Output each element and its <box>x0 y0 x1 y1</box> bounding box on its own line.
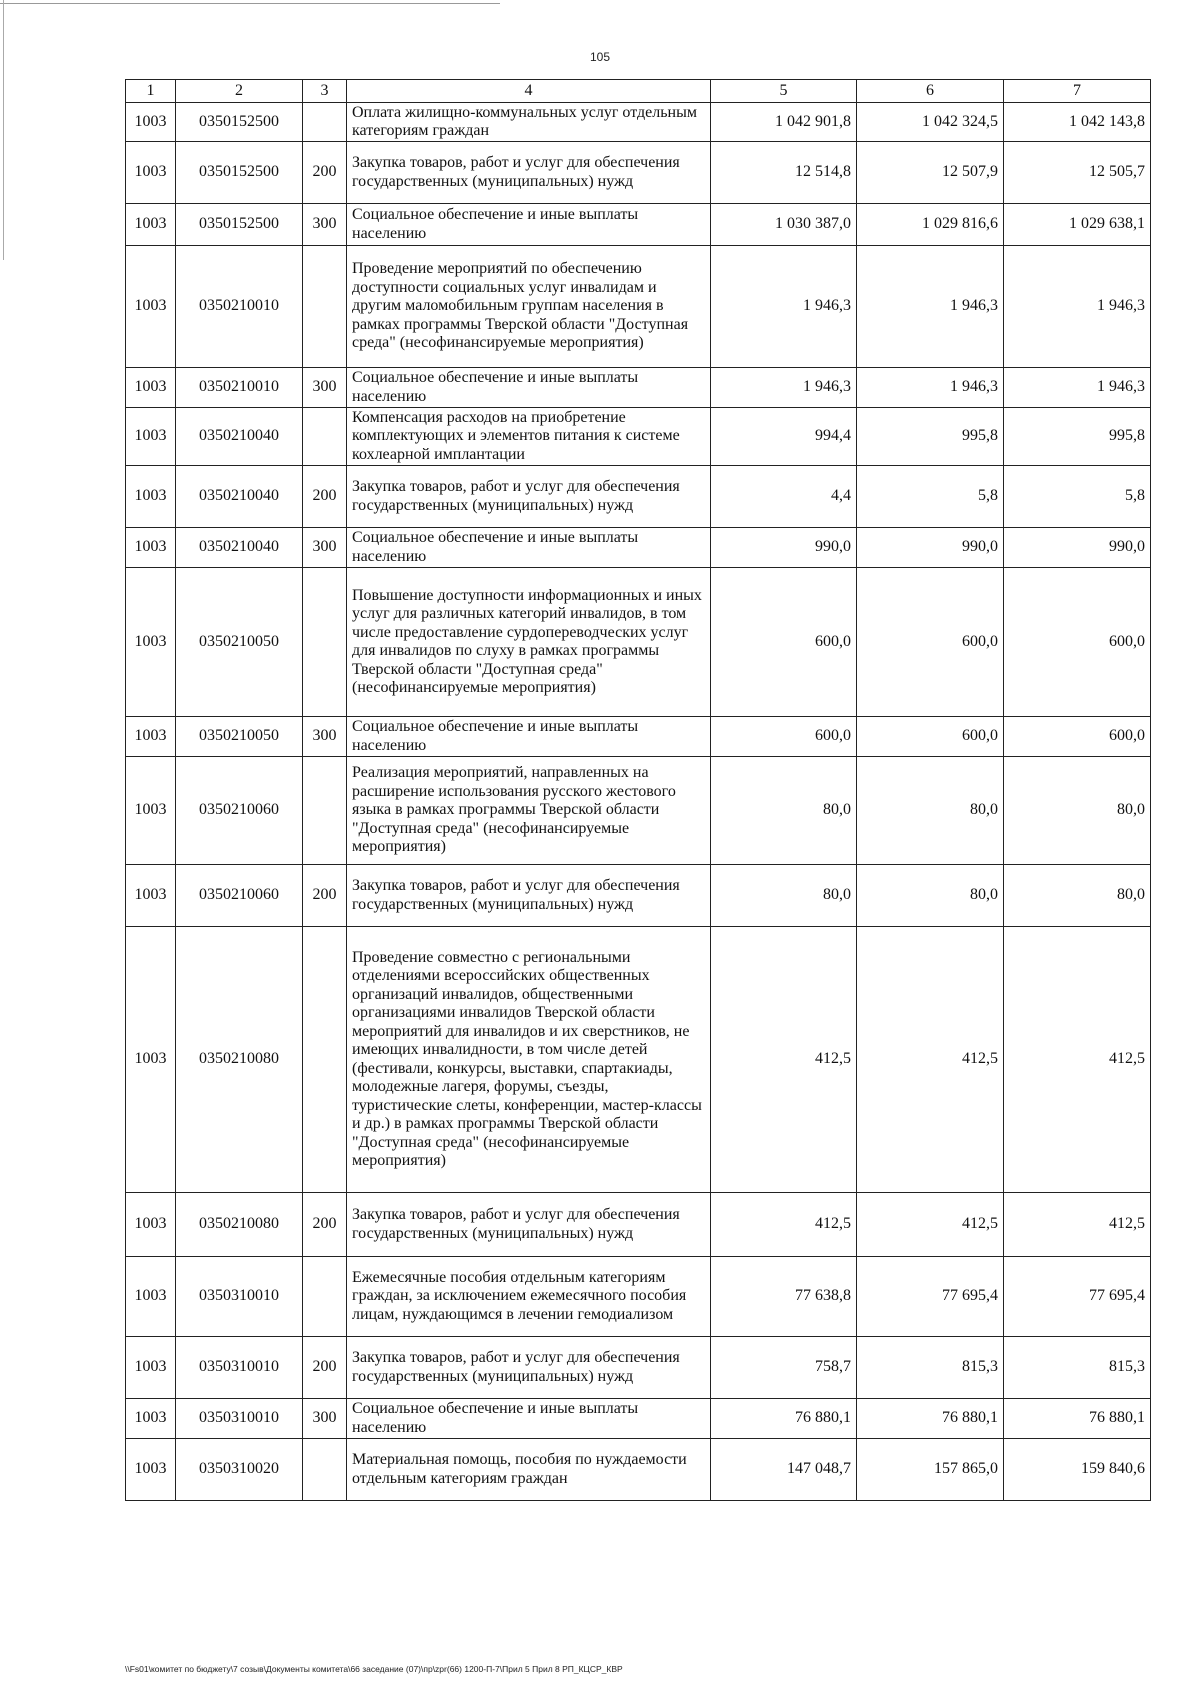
amount-col5-cell: 412,5 <box>711 1193 857 1257</box>
table-row <box>126 568 1151 717</box>
section-code-cell: 1003 <box>126 1257 176 1337</box>
amount-col5-cell: 1 030 387,0 <box>711 204 857 246</box>
target-article-cell: 0350310010 <box>176 1399 303 1439</box>
item-name-cell: Проведение совместно с региональными отделениями всероссийских общественных организаций инвалидов, общественными организациями инвалидов Тверской области мероприятий для инвалидов и их сверстников, не имеющих инвалидности, в том числе детей (фестивали, конкурсы, выставки, спартакиады, молодежные лагеря, форумы, съезды, туристические слеты, конференции, мастер-классы и др.) в рамках программы Тверской области "Доступная среда" (несофинансируемые мероприятия) <box>347 927 711 1193</box>
table-row <box>126 368 1151 408</box>
amount-col7-cell: 159 840,6 <box>1004 1439 1151 1501</box>
amount-col6-cell: 157 865,0 <box>857 1439 1004 1501</box>
expense-type-cell: 300 <box>303 717 347 757</box>
target-article-cell: 0350210050 <box>176 717 303 757</box>
expense-type-cell: 300 <box>303 1399 347 1439</box>
header-cell: 7 <box>1004 80 1151 103</box>
section-code-cell: 1003 <box>126 368 176 408</box>
item-name-cell: Повышение доступности информационных и иных услуг для различных категорий инвалидов, в том числе предоставление сурдопереводческих услуг для инвалидов по слуху в рамках программы Тверской области "Доступная среда" (несофинансируемые мероприятия) <box>347 568 711 717</box>
section-code-cell: 1003 <box>126 408 176 466</box>
amount-col7-cell: 1 946,3 <box>1004 368 1151 408</box>
scan-edge-top <box>0 3 500 4</box>
item-name-cell: Социальное обеспечение и иные выплаты населению <box>347 368 711 408</box>
section-code-cell: 1003 <box>126 1439 176 1501</box>
amount-col6-cell: 990,0 <box>857 528 1004 568</box>
header-cell: 4 <box>347 80 711 103</box>
section-code-cell: 1003 <box>126 1337 176 1399</box>
table-row <box>126 528 1151 568</box>
item-name-cell: Закупка товаров, работ и услуг для обеспечения государственных (муниципальных) нужд <box>347 142 711 204</box>
target-article-cell: 0350210040 <box>176 466 303 528</box>
expense-type-cell <box>303 757 347 865</box>
target-article-cell: 0350210080 <box>176 1193 303 1257</box>
expense-type-cell <box>303 1439 347 1501</box>
amount-col6-cell: 1 946,3 <box>857 246 1004 368</box>
amount-col5-cell: 76 880,1 <box>711 1399 857 1439</box>
section-code-cell: 1003 <box>126 1193 176 1257</box>
table-row <box>126 927 1151 1193</box>
expense-type-cell <box>303 927 347 1193</box>
item-name-cell: Материальная помощь, пособия по нуждаемости отдельным категориям граждан <box>347 1439 711 1501</box>
section-code-cell: 1003 <box>126 1399 176 1439</box>
amount-col5-cell: 77 638,8 <box>711 1257 857 1337</box>
target-article-cell: 0350310020 <box>176 1439 303 1501</box>
section-code-cell: 1003 <box>126 466 176 528</box>
amount-col7-cell: 76 880,1 <box>1004 1399 1151 1439</box>
item-name-cell: Оплата жилищно-коммунальных услуг отдельным категориям граждан <box>347 103 711 142</box>
target-article-cell: 0350210040 <box>176 408 303 466</box>
amount-col5-cell: 1 946,3 <box>711 246 857 368</box>
amount-col6-cell: 1 042 324,5 <box>857 103 1004 142</box>
target-article-cell: 0350152500 <box>176 142 303 204</box>
target-article-cell: 0350310010 <box>176 1257 303 1337</box>
amount-col5-cell: 994,4 <box>711 408 857 466</box>
amount-col6-cell: 995,8 <box>857 408 1004 466</box>
expense-type-cell <box>303 1257 347 1337</box>
table-row <box>126 757 1151 865</box>
amount-col5-cell: 80,0 <box>711 865 857 927</box>
amount-col7-cell: 12 505,7 <box>1004 142 1151 204</box>
target-article-cell: 0350152500 <box>176 204 303 246</box>
table-row <box>126 1257 1151 1337</box>
budget-table <box>125 79 1151 1501</box>
amount-col6-cell: 412,5 <box>857 927 1004 1193</box>
target-article-cell: 0350152500 <box>176 103 303 142</box>
amount-col5-cell: 758,7 <box>711 1337 857 1399</box>
target-article-cell: 0350210060 <box>176 757 303 865</box>
expense-type-cell <box>303 246 347 368</box>
item-name-cell: Социальное обеспечение и иные выплаты населению <box>347 528 711 568</box>
amount-col5-cell: 412,5 <box>711 927 857 1193</box>
section-code-cell: 1003 <box>126 717 176 757</box>
item-name-cell: Реализация мероприятий, направленных на расширение использования русского жестового языка в рамках программы Тверской области "Доступная среда" (несофинансируемые мероприятия) <box>347 757 711 865</box>
amount-col5-cell: 1 042 901,8 <box>711 103 857 142</box>
amount-col6-cell: 1 029 816,6 <box>857 204 1004 246</box>
section-code-cell: 1003 <box>126 142 176 204</box>
item-name-cell: Проведение мероприятий по обеспечению доступности социальных услуг инвалидам и другим маломобильным группам населения в рамках программы Тверской области "Доступная среда" (несофинансируемые мероприятия) <box>347 246 711 368</box>
section-code-cell: 1003 <box>126 246 176 368</box>
table-row <box>126 1193 1151 1257</box>
header-cell: 6 <box>857 80 1004 103</box>
header-cell: 2 <box>176 80 303 103</box>
amount-col7-cell: 80,0 <box>1004 757 1151 865</box>
table-row <box>126 142 1151 204</box>
amount-col5-cell: 990,0 <box>711 528 857 568</box>
section-code-cell: 1003 <box>126 757 176 865</box>
item-name-cell: Закупка товаров, работ и услуг для обеспечения государственных (муниципальных) нужд <box>347 865 711 927</box>
amount-col5-cell: 4,4 <box>711 466 857 528</box>
expense-type-cell: 200 <box>303 466 347 528</box>
expense-type-cell: 300 <box>303 368 347 408</box>
item-name-cell: Социальное обеспечение и иные выплаты населению <box>347 1399 711 1439</box>
amount-col5-cell: 147 048,7 <box>711 1439 857 1501</box>
amount-col7-cell: 80,0 <box>1004 865 1151 927</box>
target-article-cell: 0350210050 <box>176 568 303 717</box>
target-article-cell: 0350210060 <box>176 865 303 927</box>
amount-col7-cell: 412,5 <box>1004 927 1151 1193</box>
amount-col6-cell: 5,8 <box>857 466 1004 528</box>
amount-col5-cell: 1 946,3 <box>711 368 857 408</box>
target-article-cell: 0350310010 <box>176 1337 303 1399</box>
amount-col7-cell: 1 029 638,1 <box>1004 204 1151 246</box>
header-row <box>126 80 1151 103</box>
amount-col5-cell: 600,0 <box>711 717 857 757</box>
amount-col6-cell: 76 880,1 <box>857 1399 1004 1439</box>
page-number: 105 <box>589 50 611 64</box>
section-code-cell: 1003 <box>126 865 176 927</box>
table-row <box>126 246 1151 368</box>
table-row <box>126 466 1151 528</box>
amount-col6-cell: 815,3 <box>857 1337 1004 1399</box>
target-article-cell: 0350210010 <box>176 368 303 408</box>
table-row <box>126 1337 1151 1399</box>
table-row <box>126 1439 1151 1501</box>
header-cell: 3 <box>303 80 347 103</box>
section-code-cell: 1003 <box>126 568 176 717</box>
amount-col6-cell: 77 695,4 <box>857 1257 1004 1337</box>
item-name-cell: Компенсация расходов на приобретение комплектующих и элементов питания к системе кохлеарной имплантации <box>347 408 711 466</box>
item-name-cell: Социальное обеспечение и иные выплаты населению <box>347 717 711 757</box>
expense-type-cell: 200 <box>303 142 347 204</box>
expense-type-cell: 300 <box>303 528 347 568</box>
table-row <box>126 408 1151 466</box>
amount-col7-cell: 815,3 <box>1004 1337 1151 1399</box>
expense-type-cell: 300 <box>303 204 347 246</box>
amount-col6-cell: 80,0 <box>857 865 1004 927</box>
amount-col5-cell: 12 514,8 <box>711 142 857 204</box>
expense-type-cell <box>303 408 347 466</box>
item-name-cell: Закупка товаров, работ и услуг для обеспечения государственных (муниципальных) нужд <box>347 466 711 528</box>
section-code-cell: 1003 <box>126 204 176 246</box>
section-code-cell: 1003 <box>126 103 176 142</box>
expense-type-cell: 200 <box>303 1337 347 1399</box>
amount-col6-cell: 600,0 <box>857 717 1004 757</box>
table-row <box>126 204 1151 246</box>
expense-type-cell: 200 <box>303 1193 347 1257</box>
header-cell: 5 <box>711 80 857 103</box>
amount-col7-cell: 1 042 143,8 <box>1004 103 1151 142</box>
amount-col5-cell: 600,0 <box>711 568 857 717</box>
file-path-footer: \\Fs01\комитет по бюджету\7 созыв\Документы комитета\66 заседание (07)\пр\zpr(66) 1200-П-7\Прил 5 Прил 8 РП_КЦСР_КВР <box>125 1664 623 1674</box>
amount-col7-cell: 600,0 <box>1004 568 1151 717</box>
amount-col7-cell: 5,8 <box>1004 466 1151 528</box>
item-name-cell: Ежемесячные пособия отдельным категориям граждан, за исключением ежемесячного пособия лицам, нуждающимся в лечении гемодиализом <box>347 1257 711 1337</box>
section-code-cell: 1003 <box>126 528 176 568</box>
section-code-cell: 1003 <box>126 927 176 1193</box>
table-row <box>126 103 1151 142</box>
amount-col7-cell: 990,0 <box>1004 528 1151 568</box>
table-row <box>126 1399 1151 1439</box>
expense-type-cell <box>303 568 347 717</box>
item-name-cell: Социальное обеспечение и иные выплаты населению <box>347 204 711 246</box>
amount-col6-cell: 80,0 <box>857 757 1004 865</box>
amount-col7-cell: 1 946,3 <box>1004 246 1151 368</box>
amount-col7-cell: 600,0 <box>1004 717 1151 757</box>
amount-col7-cell: 77 695,4 <box>1004 1257 1151 1337</box>
expense-type-cell: 200 <box>303 865 347 927</box>
table-row <box>126 717 1151 757</box>
amount-col6-cell: 600,0 <box>857 568 1004 717</box>
amount-col7-cell: 995,8 <box>1004 408 1151 466</box>
header-cell: 1 <box>126 80 176 103</box>
target-article-cell: 0350210080 <box>176 927 303 1193</box>
target-article-cell: 0350210010 <box>176 246 303 368</box>
amount-col7-cell: 412,5 <box>1004 1193 1151 1257</box>
amount-col6-cell: 12 507,9 <box>857 142 1004 204</box>
amount-col6-cell: 1 946,3 <box>857 368 1004 408</box>
table-row <box>126 865 1151 927</box>
expense-type-cell <box>303 103 347 142</box>
amount-col5-cell: 80,0 <box>711 757 857 865</box>
item-name-cell: Закупка товаров, работ и услуг для обеспечения государственных (муниципальных) нужд <box>347 1337 711 1399</box>
amount-col6-cell: 412,5 <box>857 1193 1004 1257</box>
item-name-cell: Закупка товаров, работ и услуг для обеспечения государственных (муниципальных) нужд <box>347 1193 711 1257</box>
scan-edge-left <box>3 0 4 260</box>
target-article-cell: 0350210040 <box>176 528 303 568</box>
